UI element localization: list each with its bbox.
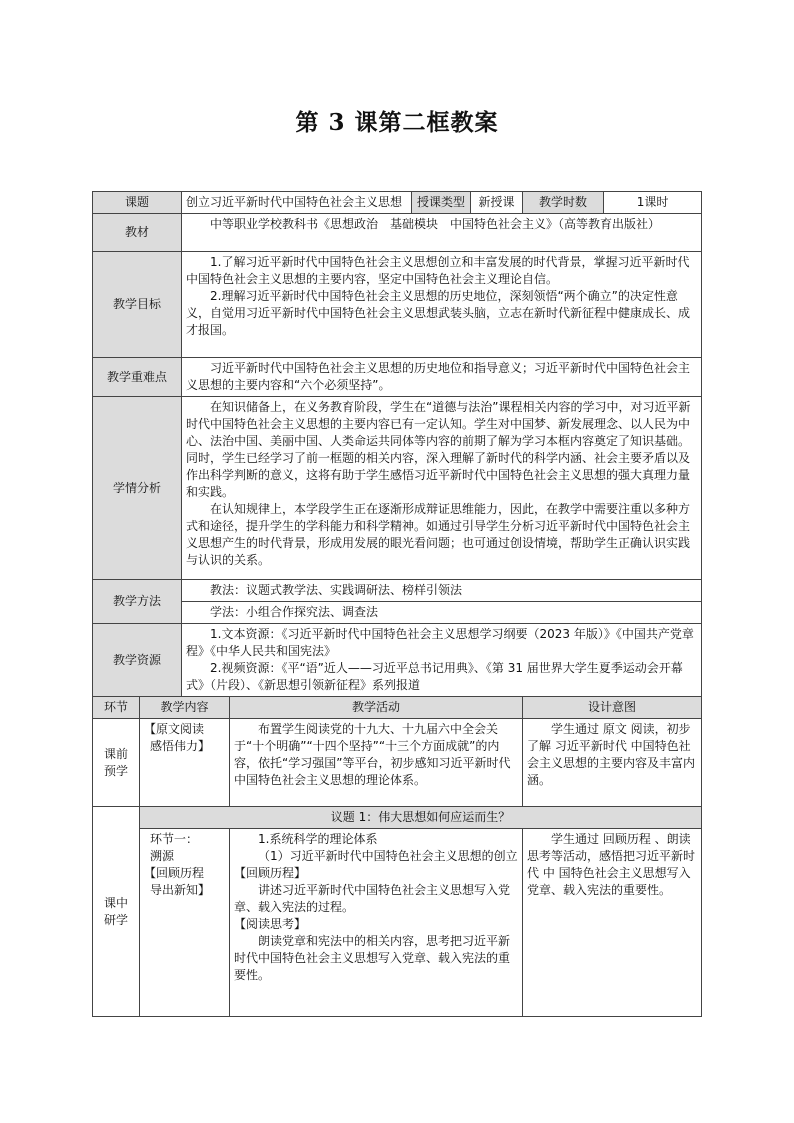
- students-para-1: 在知识储备上，在义务教育阶段，学生在“道德与法治”课程相关内容的学习中，对习近平新时代中国特色社会主义思想的主要内容已有一定认知。学生对中国梦、新发展理念、以人民为中心、法治中国、美丽中国、人类命运共同体等内容的前期了解为学习本框内容奠定了知识基础。同时，学生已经学习了前一框题的相关内容，深入理解了新时代的科学内涵、社会主要矛盾以及作出科学判断的意义，这将有助于学生感悟习近平新时代中国特色社会主义思想的强大真理力量和实践。: [186, 400, 691, 499]
- class-stage-line2: 研学: [103, 912, 128, 927]
- methods-teach: [182, 580, 702, 602]
- key-points-text: 习近平新时代中国特色社会主义思想的历史地位和指导意义；习近平新时代中国特色社会主义思想的主要内容和“六个必须坚持”。: [186, 361, 691, 392]
- hours-label: 教学时数: [523, 192, 604, 214]
- preview-design: [523, 719, 702, 807]
- resources-label: 教学资源: [93, 624, 182, 697]
- hours-value: 1课时: [604, 192, 702, 214]
- preview-stage-line2: 预学: [103, 763, 128, 778]
- textbook-label: 教材: [93, 214, 182, 252]
- class-design: [523, 829, 702, 1017]
- topic-label: 课题: [93, 192, 182, 214]
- activity-tag-review: 【回顾历程】: [234, 866, 307, 880]
- activity-title: 1.系统科学的理论体系: [258, 832, 378, 846]
- class-stage: [93, 807, 140, 1017]
- header-activity: 教学活动: [230, 697, 523, 719]
- class-activity: [230, 829, 523, 1017]
- resource-1: 1.文本资源：《习近平新时代中国特色社会主义思想学习纲要（2023 年版）》《中国共产党章程》《中华人民共和国宪法》: [186, 627, 694, 658]
- students-label: 学情分析: [93, 397, 182, 580]
- class-stage-line1: 课中: [103, 895, 128, 910]
- textbook-text: 中等职业学校教科书《思想政治 基础模块 中国特色社会主义》（高等教育出版社）: [210, 217, 661, 231]
- students-value: [182, 397, 702, 580]
- activity-review-text: 讲述习近平新时代中国特色社会主义思想写入党章、载入宪法的过程。: [234, 883, 511, 914]
- header-design: 设计意图: [523, 697, 702, 719]
- key-points-value: [182, 358, 702, 397]
- activity-read-text: 朗读党章和宪法中的相关内容，思考把习近平新时代中国特色社会主义思想写入党章、载入宪法的重要性。: [234, 934, 511, 982]
- goals-value: [182, 252, 702, 358]
- preview-content-line1: 【原文阅读: [144, 722, 205, 736]
- class-content-line2: 溯源: [150, 849, 175, 863]
- class-content-line4: 导出新知】: [150, 883, 211, 897]
- class-design-text: 学生通过 回顾历程 、朗读思考等活动，感悟把习近平新时代 中 国特色社会主义思想写入党章、载入宪法的重要性。: [527, 832, 696, 897]
- preview-content: [140, 719, 230, 807]
- header-stage: 环节: [93, 697, 140, 719]
- type-value: 新授课: [471, 192, 523, 214]
- goal-1: 1.了解习近平新时代中国特色社会主义思想创立和丰富发展的时代背景，掌握习近平新时代中国特色社会主义思想的主要内容，坚定中国特色社会主义理论自信。: [186, 255, 690, 286]
- header-content: 教学内容: [140, 697, 230, 719]
- type-label: 授课类型: [412, 192, 471, 214]
- resource-2: 2.视频资源：《平“语”近人——习近平总书记用典》、《第 31 届世界大学生夏季运动会开幕式》（片段）、《新思想引领新征程》系列报道: [186, 661, 683, 692]
- class-content-line1: 环节一：: [150, 832, 199, 846]
- preview-stage-line1: 课前: [103, 746, 128, 761]
- topic-value: 创立习近平新时代中国特色社会主义思想: [182, 192, 412, 214]
- methods-learn-text: 学法：小组合作探究法、调查法: [210, 605, 379, 619]
- methods-teach-text: 教法：议题式教学法、实践调研法、榜样引领法: [210, 583, 463, 597]
- resources-value: [182, 624, 702, 697]
- class-content-line3: 【回顾历程: [144, 866, 205, 880]
- goal-2: 2.理解习近平新时代中国特色社会主义思想的历史地位，深刻领悟“两个确立”的决定性意义，自觉用习近平新时代中国特色社会主义思想武装头脑，立志在新时代新征程中健康成长、成才报国。: [186, 289, 691, 337]
- preview-design-text: 学生通过 原文 阅读，初步了解 习近平新时代 中国特色社会主义思想的主要内容及丰富内涵。: [527, 722, 696, 787]
- methods-label: 教学方法: [93, 580, 182, 624]
- page-title: 第 3 课第二框教案: [295, 109, 499, 136]
- preview-content-line2: 感悟伟力】: [150, 739, 211, 753]
- activity-tag-read: 【阅读思考】: [234, 917, 307, 931]
- textbook-value: [182, 214, 702, 252]
- preview-activity: [230, 719, 523, 807]
- class-content: [140, 829, 230, 1017]
- topic-row: 议题 1：伟大思想如何应运而生？: [140, 807, 702, 829]
- methods-learn: [182, 602, 702, 624]
- preview-activity-text: 布置学生阅读党的十九大、十九届六中全会关于“十个明确”“十四个坚持”“十三个方面成就”的内容，依托“学习强国”等平台，初步感知习近平新时代中国特色社会主义思想的理论体系。: [234, 722, 511, 787]
- students-para-2: 在认知规律上，本学段学生正在逐渐形成辩证思维能力，因此，在教学中需要注重以多种方式和途径，提升学生的学科能力和科学精神。如通过引导学生分析习近平新时代中国特色社会主义思想产生的时代背景，形成用发展的眼光看问题；也可通过创设情境，帮助学生正确认识实践与认识的关系。: [186, 502, 691, 567]
- key-points-label: 教学重难点: [93, 358, 182, 397]
- preview-stage: [93, 719, 140, 807]
- activity-subtitle: （1）习近平新时代中国特色社会主义思想的创立: [258, 849, 518, 863]
- lesson-plan-table: [92, 191, 702, 1017]
- goals-label: 教学目标: [93, 252, 182, 358]
